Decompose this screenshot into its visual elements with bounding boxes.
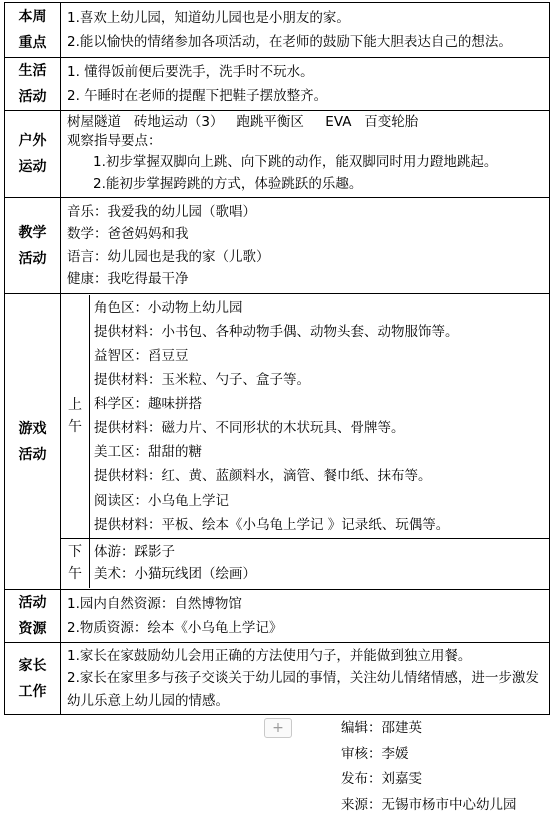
area-title: 角色区：小动物上幼儿园 — [94, 299, 243, 316]
label-line: 午 — [68, 419, 82, 436]
row-content — [61, 3, 550, 58]
text-line: 2.物质资源：绘本《小乌龟上学记》 — [67, 620, 283, 636]
observe-point: 1.初步掌握双脚向上跳、向下跳的动作，能双脚同时用力蹬地跳起。 — [93, 154, 498, 170]
materials: 提供材料：磁力片、不同形状的木状玩具、骨牌等。 — [94, 420, 405, 437]
row-content — [61, 111, 550, 198]
label-line: 工作 — [18, 683, 47, 700]
label-line: 活动 — [18, 446, 47, 463]
games-subtable — [61, 295, 549, 588]
observe-title: 观察指导要点： — [67, 133, 162, 149]
row-label — [5, 3, 61, 58]
materials: 提供材料：平板、绘本《小乌龟上学记 》记录纸、玩偶等。 — [94, 516, 450, 533]
morning-content — [90, 295, 550, 538]
morning-row — [61, 295, 549, 538]
label-line: 本周 — [18, 9, 47, 25]
label-line: 活动 — [18, 250, 47, 267]
label-line: 生活 — [18, 63, 47, 79]
area-title: 美工区：甜甜的糖 — [94, 444, 202, 461]
label-line: 活动 — [18, 89, 47, 105]
row-label — [5, 111, 61, 198]
label-line: 家长 — [18, 657, 47, 674]
materials: 提供材料：小书包、各种动物手偶、动物头套、动物服饰等。 — [94, 323, 459, 340]
row-label — [5, 590, 61, 643]
row-content — [61, 643, 550, 715]
outdoor-areas: 树屋隧道 砖地运动（3） 跑跳平衡区 EVA 百变轮胎 — [67, 114, 419, 130]
row-games — [5, 294, 550, 590]
games-content — [61, 294, 550, 590]
row-content — [61, 58, 550, 111]
text-line: 语言：幼儿园也是我的家（儿歌） — [67, 248, 270, 265]
row-label — [5, 643, 61, 715]
credits-block — [341, 716, 517, 818]
label-line: 教学 — [18, 224, 47, 241]
text-line: 音乐：我爱我的幼儿园（歌唱） — [67, 203, 256, 220]
row-daily-life — [5, 58, 550, 111]
label-line: 活动 — [18, 595, 47, 611]
observe-point: 2.能初步掌握跨跳的方式，体验跳跃的乐趣。 — [93, 176, 363, 192]
afternoon-label — [61, 538, 90, 588]
label-line: 游戏 — [18, 420, 47, 437]
editor-credit: 编辑：邵建英 — [341, 720, 422, 736]
text-line: 1.家长在家鼓励幼儿会用正确的方法使用勺子，并能做到独立用餐。 — [67, 647, 472, 664]
label-line: 午 — [68, 566, 82, 583]
materials: 提供材料：红、黄、蓝颜料水，滴管、餐巾纸、抹布等。 — [94, 468, 432, 485]
area-title: 科学区：趣味拼搭 — [94, 396, 202, 413]
materials: 提供材料：玉米粒、勺子、盒子等。 — [94, 372, 310, 389]
row-outdoor-sports — [5, 111, 550, 198]
row-label — [5, 58, 61, 111]
text-line: 2.能以愉快的情绪参加各项活动，在老师的鼓励下能大胆表达自己的想法。 — [67, 34, 512, 50]
reviewer-credit: 审核：李媛 — [341, 745, 409, 762]
area-title: 益智区：舀豆豆 — [94, 347, 189, 364]
text-line: 1.喜欢上幼儿园，知道幼儿园也是小朋友的家。 — [67, 9, 350, 26]
text-line: 1.园内自然资源：自然博物馆 — [67, 596, 242, 612]
text-line: 数学：爸爸妈妈和我 — [67, 226, 189, 242]
morning-label — [61, 295, 90, 538]
row-content — [61, 198, 550, 294]
label-line: 资源 — [18, 621, 47, 637]
source-credit: 来源：无锡市杨市中心幼儿园 — [341, 796, 517, 813]
label-line: 运动 — [18, 159, 47, 175]
row-weekly-focus — [5, 3, 550, 58]
text-line: 1. 懂得饭前便后要洗手，洗手时不玩水。 — [67, 63, 314, 80]
add-row-button[interactable]: + — [264, 718, 292, 738]
weekly-plan-table — [4, 2, 550, 715]
text-line: 美术：小猫玩线团（绘画） — [94, 566, 256, 583]
afternoon-row — [61, 538, 549, 588]
row-label — [5, 294, 61, 590]
publisher-credit: 发布：刘嘉雯 — [341, 771, 422, 787]
row-content — [61, 590, 550, 643]
row-label — [5, 198, 61, 294]
text-line: 体游：踩影子 — [94, 543, 175, 560]
text-line: 2. 午睡时在老师的提醒下把鞋子摆放整齐。 — [67, 88, 328, 104]
text-line: 2.家长在家里多与孩子交谈关于幼儿园的事情，关注幼儿情绪情感，进一步激发幼儿乐意上幼儿园的情感。 — [67, 670, 539, 709]
area-title: 阅读区：小乌龟上学记 — [94, 492, 229, 509]
row-teaching — [5, 198, 550, 294]
text-line: 健康：我吃得最干净 — [67, 271, 189, 287]
afternoon-content — [90, 538, 550, 588]
row-parents — [5, 643, 550, 715]
label-line: 户外 — [18, 133, 47, 149]
label-line: 重点 — [18, 35, 47, 51]
row-resources — [5, 590, 550, 643]
label-line: 上 — [68, 397, 82, 414]
label-line: 下 — [68, 544, 82, 561]
